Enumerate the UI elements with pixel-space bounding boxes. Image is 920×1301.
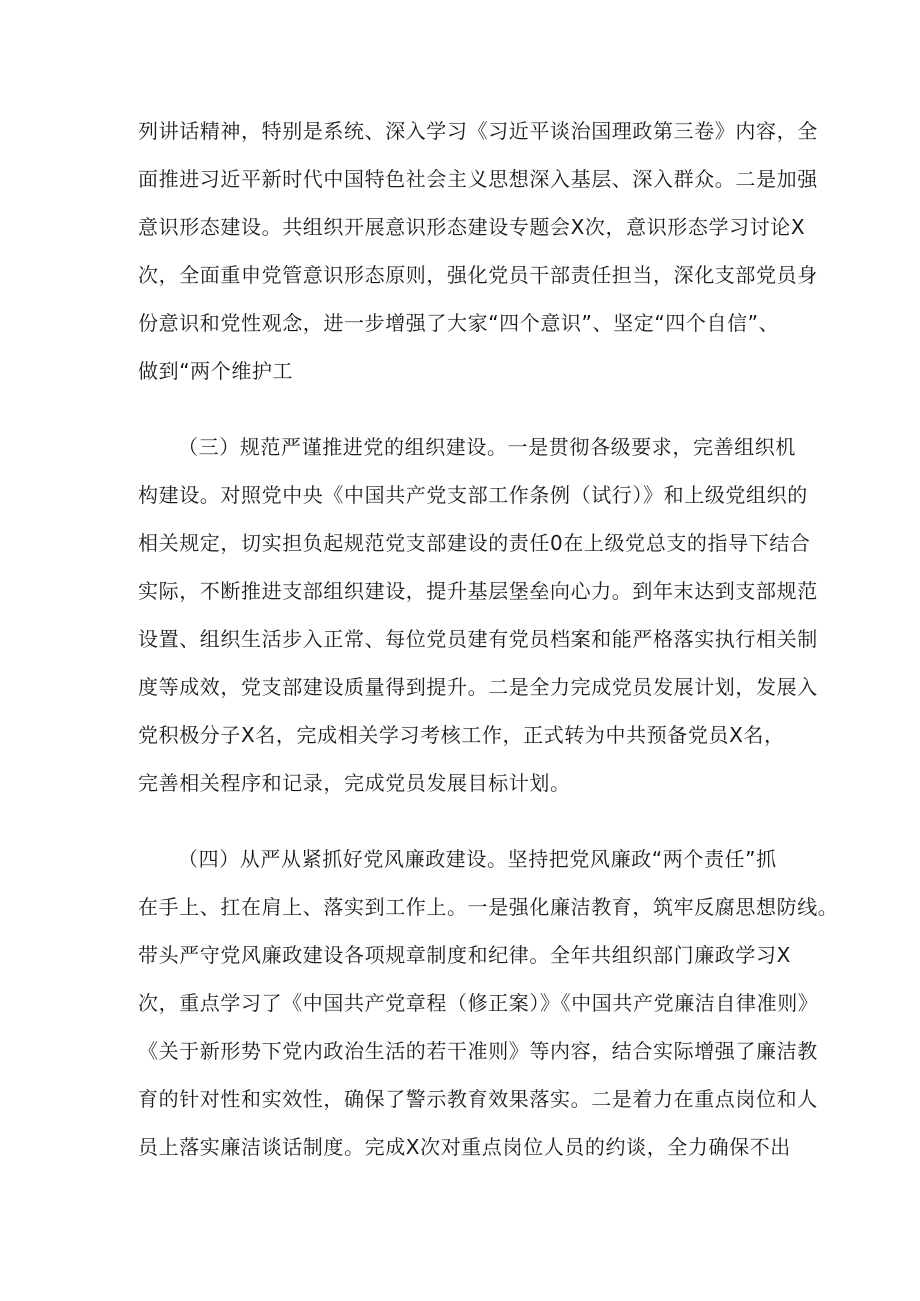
text-line: 在手上、扛在肩上、落实到工作上。一是强化廉洁教育，筑牢反腐思想防线。	[138, 895, 839, 919]
text-line: （三）规范严谨推进党的组织建设。一是贯彻各级要求，完善组织机	[178, 435, 796, 459]
text-line: （四）从严从紧抓好党风廉政建设。坚持把党风廉政“两个责任”抓	[178, 847, 777, 871]
text-line: 次，重点学习了《中国共产党章程（修正案）》《中国共产党廉洁自律准则》	[138, 991, 819, 1015]
text-line: 构建设。对照党中央《中国共产党支部工作条例（试行）》和上级党组织的	[138, 483, 808, 507]
text-line: 相关规定，切实担负起规范党支部建设的责任0在上级党总支的指导下结合	[138, 531, 811, 555]
text-line: 设置、组织生活步入正常、每位党员建有党员档案和能严格落实执行相关制	[138, 627, 818, 651]
text-line: 育的针对性和实效性，确保了警示教育效果落实。二是着力在重点岗位和人	[138, 1087, 818, 1111]
text-line: 面推进习近平新时代中国特色社会主义思想深入基层、深入群众。二是加强	[138, 167, 818, 191]
text-line: 列讲话精神，特别是系统、深入学习《习近平谈治国理政第三卷》内容，全	[138, 119, 818, 143]
text-line: 员上落实廉洁谈话制度。完成X次对重点岗位人员的约谈，全力确保不出	[138, 1135, 791, 1159]
text-line: 份意识和党性观念，进一步增强了大家“四个意识”、坚定“四个自信”、	[138, 311, 780, 335]
text-line: 次，全面重申党管意识形态原则，强化党员干部责任担当，深化支部党员身	[138, 263, 818, 287]
text-line: 《关于新形势下党内政治生活的若干准则》等内容，结合实际增强了廉洁教	[138, 1039, 818, 1063]
text-line: 党积极分子X名，完成相关学习考核工作，正式转为中共预备党员X名，	[138, 723, 785, 747]
text-line: 做到“两个维护工	[138, 359, 294, 383]
text-line: 意识形态建设。共组织开展意识形态建设专题会X次，意识形态学习讨论X	[138, 215, 806, 239]
text-line: 带头严守党风廉政建设各项规章制度和纪律。全年共组织部门廉政学习X	[138, 943, 791, 967]
text-line: 度等成效，党支部建设质量得到提升。二是全力完成党员发展计划，发展入	[138, 675, 818, 699]
text-line: 完善相关程序和记录，完成党员发展目标计划。	[138, 771, 571, 795]
text-line: 实际，不断推进支部组织建设，提升基层堡垒向心力。到年末达到支部规范	[138, 579, 818, 603]
